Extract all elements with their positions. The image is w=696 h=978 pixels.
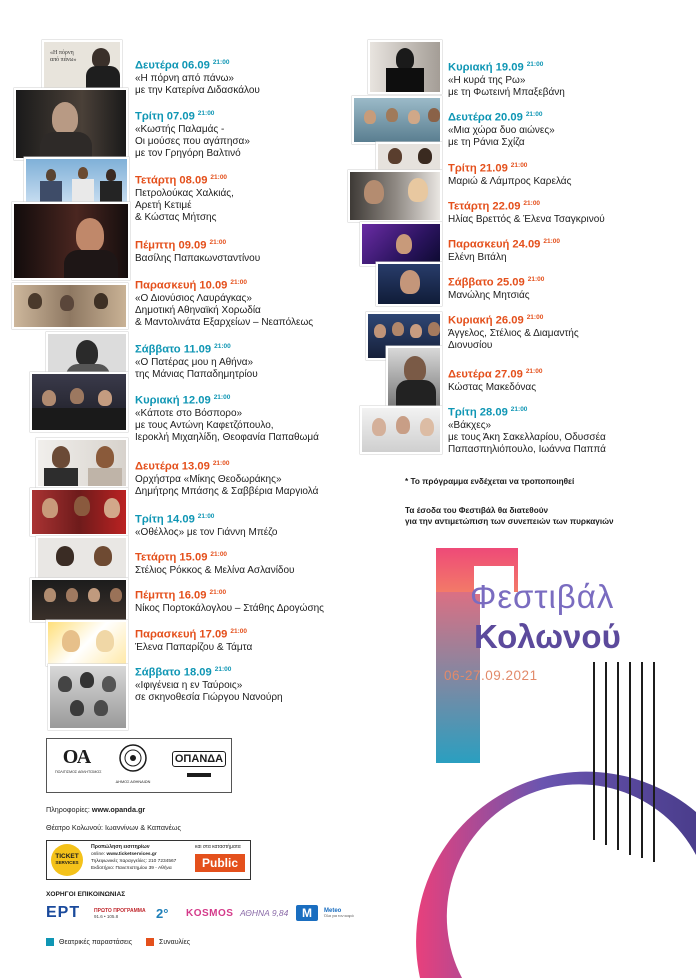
event-line: Διονυσίου [448,339,493,351]
event-line: με τους Αντώνη Καφετζόπουλο, [135,419,274,431]
event-line: με τους Άκη Σακελλαρίου, Οδυσσέα [448,431,606,443]
ticket-box [46,840,251,880]
legend-swatch-teal [46,938,54,946]
festival-title-1: Φεστιβάλ [470,578,615,615]
event-day: Σάββατο 18.09 $^{21:00}$ [135,666,232,679]
proceeds-note-line-2: για την αντιμετώπιση των συνεπειών των πυρκαγιών [405,517,614,526]
event-day: Παρασκευή 24.09 $^{21:00}$ [448,238,561,251]
sponsor-athina [240,903,288,923]
proto-programma-freq: 91.6 • 105.8 [94,913,119,919]
legend-theatre [46,938,132,946]
event-day: Πέμπτη 16.09 $^{21:00}$ [135,589,227,602]
event-day: Σάββατο 25.09 $^{21:00}$ [448,276,545,289]
event-title: «Μια χώρα δυο αιώνες» [448,124,555,136]
kosmos-logo: KOSMOS [186,907,234,919]
ticket-box-office: Εκδοτήριο: Πανεπιστημίου 39 - Αθήνα [91,866,172,871]
event-line: Βασίλης Παπακωνσταντίνου [135,252,261,264]
ticket-logo-word-2: SERVICES [55,860,79,865]
meteo-logo-text [324,908,354,918]
legend-theatre-label: Θεατρικές παραστάσεις [59,938,133,946]
schedule-change-note: * Το πρόγραμμα ενδέχεται να τροποποιηθεί [405,477,575,486]
event-title: «Κάποτε στο Βόσπορο» [135,407,243,419]
athina-logo: ΑΘΗΝΑ 9,84 [240,908,289,918]
proceeds-note-line-1: Τα έσοδα του Φεστιβάλ θα διατεθούν [405,506,549,515]
event-title: «Κωστής Παλαμάς - [135,123,225,135]
opanda-logo-name: ΟΠΑΝΔΑ [172,751,226,767]
culture-sport-logo-mark: ΟΑ [62,746,92,768]
ticket-online-line [91,852,157,857]
event-day: Δευτέρα 27.09 $^{21:00}$ [448,368,543,381]
event-line: Ορχήστρα «Μίκης Θεοδωράκης» [135,473,282,485]
meteo-m-icon: M [296,905,318,921]
event-day: Σάββατο 11.09 $^{21:00}$ [135,343,231,356]
event-day: Κυριακή 19.09 $^{21:00}$ [448,61,544,74]
opanda-logo-bar [187,773,211,777]
event-day: Τρίτη 14.09 $^{21:00}$ [135,513,215,526]
event-line: Μαριώ & Λάμπρος Καρελάς [448,175,572,187]
event-title: «Ιφιγένεια η εν Ταύροις» [135,679,243,691]
festival-title-2: Κολωνού [474,618,621,655]
event-line: με την Κατερίνα Διδασκάλου [135,84,260,96]
event-line: Νίκος Πορτοκάλογλου – Στάθης Δρογώσης [135,602,324,614]
info-line [46,805,145,814]
event-day: Κυριακή 12.09 $^{21:00}$ [135,394,231,407]
sponsor-kosmos [186,903,233,923]
event-line: Έλενα Παπαρίζου & Τάμτα [135,641,253,653]
event-day: Παρασκευή 17.09 $^{21:00}$ [135,628,248,641]
info-label: Πληροφορίες: [46,805,90,814]
event-line: Δημοτική Αθηναϊκή Χορωδία [135,304,261,316]
event-line: Ιεροκλή Μιχαηλίδη, Θεοφανία Παπαθωμά [135,432,319,444]
proto-programma-logo: ΠΡΩΤΟ ΠΡΟΓΡΑΜΜΑ [94,907,146,914]
event-day: Τετάρτη 22.09 $^{21:00}$ [448,200,541,213]
event-line: Πετρολούκας Χαλκιάς, [135,187,234,199]
ticket-services-logo [51,844,83,876]
event-day: Δευτέρα 20.09 $^{21:00}$ [448,111,543,124]
ticket-online-label: online: [91,852,106,857]
event-day: Πέμπτη 09.09 $^{21:00}$ [135,239,227,252]
event-line: Ηλίας Βρεττός & Έλενα Τσαγκρινού [448,213,605,225]
event-title: «Η πόρνη από πάνω» [135,72,234,84]
athens-municipality-caption: ΔΗΜΟΣ ΑΘΗΝΑΙΩΝ [115,780,151,784]
event-title: «Ο Πατέρας μου η Αθήνα» [135,356,254,368]
event-line: & Κώστας Μήτσης [135,212,217,224]
event-title: «Οθέλλος» με τον Γιάννη Μπέζο [135,526,278,538]
event-line: Ελένη Βιτάλη [448,251,507,263]
event-title: «Ο Διονύσιος Λαυράγκας» [135,292,252,304]
event-day: Τρίτη 28.09 $^{21:00}$ [448,406,528,419]
event-day: Τετάρτη 08.09 $^{21:00}$ [135,174,228,187]
event-line: Άγγελος, Στέλιος & Διαμαντής [448,327,579,339]
event-line: & Μαντολινάτα Εξαρχείων – Νεαπόλεως [135,317,314,329]
event-day: Κυριακή 26.09 $^{21:00}$ [448,314,544,327]
organizer-logos [46,738,232,793]
festival-dates: 06-27.09.2021 [444,668,538,683]
event-day: Δευτέρα 06.09 $^{21:00}$ [135,59,230,72]
meteo-logo: Meteo [324,908,342,914]
ticket-presale: Προπώληση εισιτηρίων [91,844,150,850]
ticket-stores: και στα καταστήματα [195,844,241,850]
sponsor-meteo [296,903,354,923]
event-day: Τρίτη 07.09 $^{21:00}$ [135,110,215,123]
sponsors-label: ΧΟΡΗΓΟΙ ΕΠΙΚΟΙΝΩΝΙΑΣ [46,891,126,898]
event-line: Οι μούσες που αγάπησα» [135,135,250,147]
event-line: Αρετή Κετιμέ [135,199,192,211]
event-day: Παρασκευή 10.09 $^{21:00}$ [135,279,248,292]
event-line: σε σκηνοθεσία Γιώργου Νανούρη [135,691,283,703]
meteo-subtitle: Όλα για τον καιρό [324,914,354,918]
info-link[interactable]: www.opanda.gr [91,805,146,814]
sponsor-deftero [156,903,168,923]
event-line: με τη Φωτεινή Μπαξεβάνη [448,86,565,98]
ticket-online-link[interactable]: www.ticketservices.gr [106,852,157,857]
ticket-logo-word-1: TICKET [55,853,79,860]
event-day: Τρίτη 21.09 $^{21:00}$ [448,162,528,175]
culture-sport-logo [55,744,102,788]
athens-emblem-icon [118,743,148,773]
event-line: Κώστας Μακεδόνας [448,381,537,393]
book-cover-text: «Η πόρνη από πάνω» [50,50,77,63]
event-line: της Μάνιας Παπαδημητρίου [135,368,258,380]
event-title: «Η κυρά της Ρω» [448,74,526,86]
culture-sport-caption: ΠΟΛΙΤΙΣΜΟΣ ΑΘΛΗΤΙΣΜΟΣ [55,770,102,774]
public-logo: Public [195,854,245,872]
deftero-logo: 2° [156,905,169,921]
event-line: Στέλιος Ρόκκος & Μελίνα Ασλανίδου [135,564,295,576]
opanda-logo [171,749,227,785]
event-line: με τον Γρηγόρη Βαλτινό [135,148,241,160]
event-title: «Βάκχες» [448,419,492,431]
legend-concerts-label: Συναυλίες [159,938,191,946]
ticket-phone: Τηλεφωνικές παραγγελίες: 210 7234567 [91,859,177,864]
sponsor-proto-programma [94,903,146,923]
event-day: Τετάρτη 15.09 $^{21:00}$ [135,551,228,564]
event-day: Δευτέρα 13.09 $^{21:00}$ [135,460,230,473]
athens-municipality-logo [111,743,155,789]
event-line: Παπασπηλιόπουλο, Ιωάννα Παππά [448,444,606,456]
event-line: με τη Ράνια Σχίζα [448,136,525,148]
ert-logo: ΕΡΤ [46,904,81,921]
event-line: Δημήτρης Μπάσης & Σαββέρια Μαργιολά [135,485,319,497]
event-line: Μανώλης Μητσιάς [448,289,530,301]
venue-line: Θέατρο Κολωνού: Ιωαννίνων & Καπανέως [46,823,181,832]
sponsor-ert [46,903,80,923]
legend-swatch-orange [146,938,154,946]
legend-concerts [146,938,190,946]
